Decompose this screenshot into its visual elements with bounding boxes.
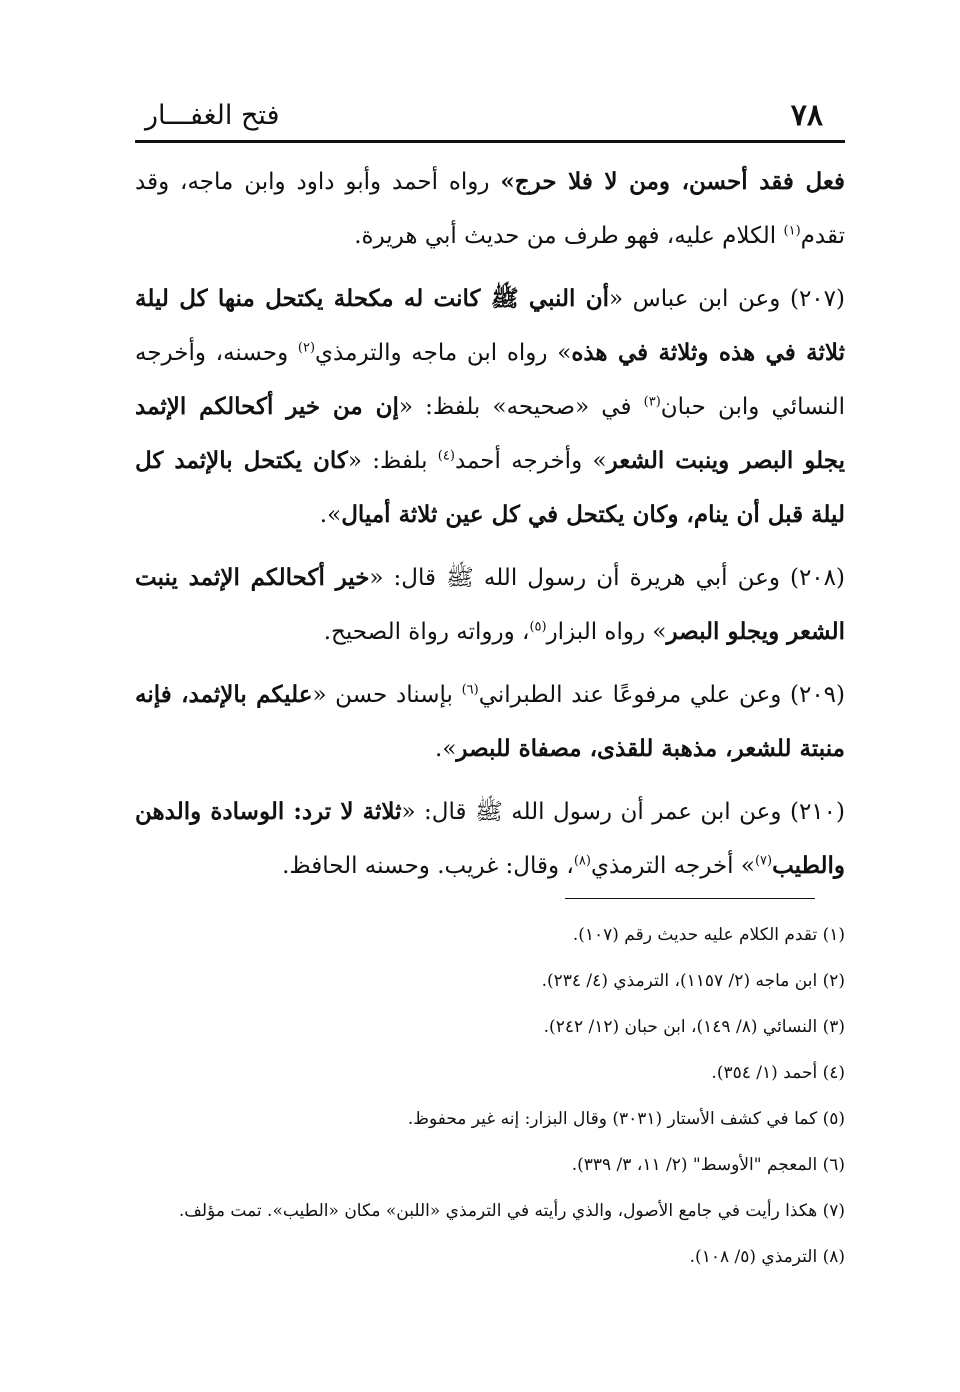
footnote-marker: (٧) [754,853,773,869]
text-run: (٢٠٨) وعن أبي هريرة أن رسول الله ﷺ قال: « [369,565,845,591]
text-run: ». [435,736,457,762]
hadith-quote: فعل فقد أحسن، ومن لا فلا حرج» [500,168,846,195]
text-run: الكلام عليه، فهو طرف من حديث أبي هريرة. [354,223,784,249]
text-run: ، ورواته رواة الصحيح. [323,619,530,645]
footnote-marker: (٦) [461,682,479,698]
text-run: (٢٠٩) وعن علي مرفوعًا عند الطبراني [478,682,846,708]
page-header [135,98,845,143]
hadith-quote: ثلاثة لا ترد: الوسادة والدهن والطيب [135,798,845,879]
text-run: » رواه ابن ماجه والترمذي [315,340,572,366]
footnote: (١) تقدم الكلام عليه حديث رقم (١٠٧). [572,925,845,945]
paragraph [135,551,845,659]
footnote: (٢) ابن ماجه (٢/ ١١٥٧)، الترمذي (٤/ ٢٣٤). [541,971,845,991]
paragraph [135,668,845,776]
hadith-quote: أن النبي ﷺ كانت له مكحلة يكتحل منها كل ليلة ثلاثة في هذه وثلاثة في هذه [135,285,845,366]
text-run: رواه أحمد وأبو داود وابن ماجه، وقد تقدم [135,169,845,249]
text-run: (٢٠٧) وعن ابن عباس « [608,286,845,312]
footnote: (٧) هكذا رأيت في جامع الأصول، والذي رأيته في الترمذي «اللبن» مكان «الطيب». تمت مؤلف. [178,1201,845,1221]
text-run: ، وقال: غريب. وحسنه الحافظ. [282,853,574,879]
paragraph [135,155,845,263]
text-run: » رواه البزار [546,619,667,645]
footnote: (٥) كما في كشف الأستار (٣٠٣١) وقال البزار: إنه غير محفوظ. [407,1109,845,1129]
text-run: » وأخرجه أحمد [454,448,607,474]
hadith-quote: إن من خير أكحالكم الإثمد يجلو البصر وينبت الشعر [135,393,845,474]
hadith-quote: خير أكحالكم الإثمد ينبت الشعر ويجلو البصر [135,564,845,645]
footnote-marker: (٤) [437,448,455,464]
running-title: فتح الغفـــار [145,100,280,131]
footnote: (٣) النسائي (٨/ ١٤٩)، ابن حبان (١٢/ ٢٤٢). [543,1017,845,1037]
hadith-quote: كان يكتحل بالإثمد كل ليلة قبل أن ينام، وكان يكتحل في كل عين ثلاثة أميال [135,447,845,528]
text-run: وحسنه، وأخرجه النسائي وابن حبان [135,340,845,420]
footnotes [135,912,845,1280]
page-number: ٧٨ [790,98,823,133]
paragraph [135,272,845,542]
footnote-separator [565,898,815,899]
footnote-marker: (١) [783,223,801,239]
footnote: (٨) الترمذي (٥/ ١٠٨). [689,1247,845,1267]
footnote: (٤) أحمد (١/ ٣٥٤). [711,1063,845,1083]
footnote-marker: (٨) [573,853,591,869]
text-run: (٢١٠) وعن ابن عمر أن رسول الله ﷺ قال: « [401,799,845,825]
text-run: في «صحيحه» بلفظ: « [398,394,644,420]
text-run: ». [319,502,342,528]
text-run: » أخرجه الترمذي [590,853,755,879]
text-run: بلفظ: « [347,448,438,474]
footnote-marker: (٢) [297,340,316,356]
hadith-quote: عليكم بالإثمد، فإنه منبتة للشعر، مذهبة للقذى، مصفاة للبصر [135,681,845,762]
main-text [135,155,845,902]
footnote-marker: (٣) [643,394,661,410]
footnote-marker: (٥) [529,619,547,635]
footnote: (٦) المعجم "الأوسط" (٢/ ١١، ٣/ ٣٣٩). [571,1155,845,1175]
paragraph [135,785,845,893]
text-run: بإسناد حسن « [312,682,462,708]
